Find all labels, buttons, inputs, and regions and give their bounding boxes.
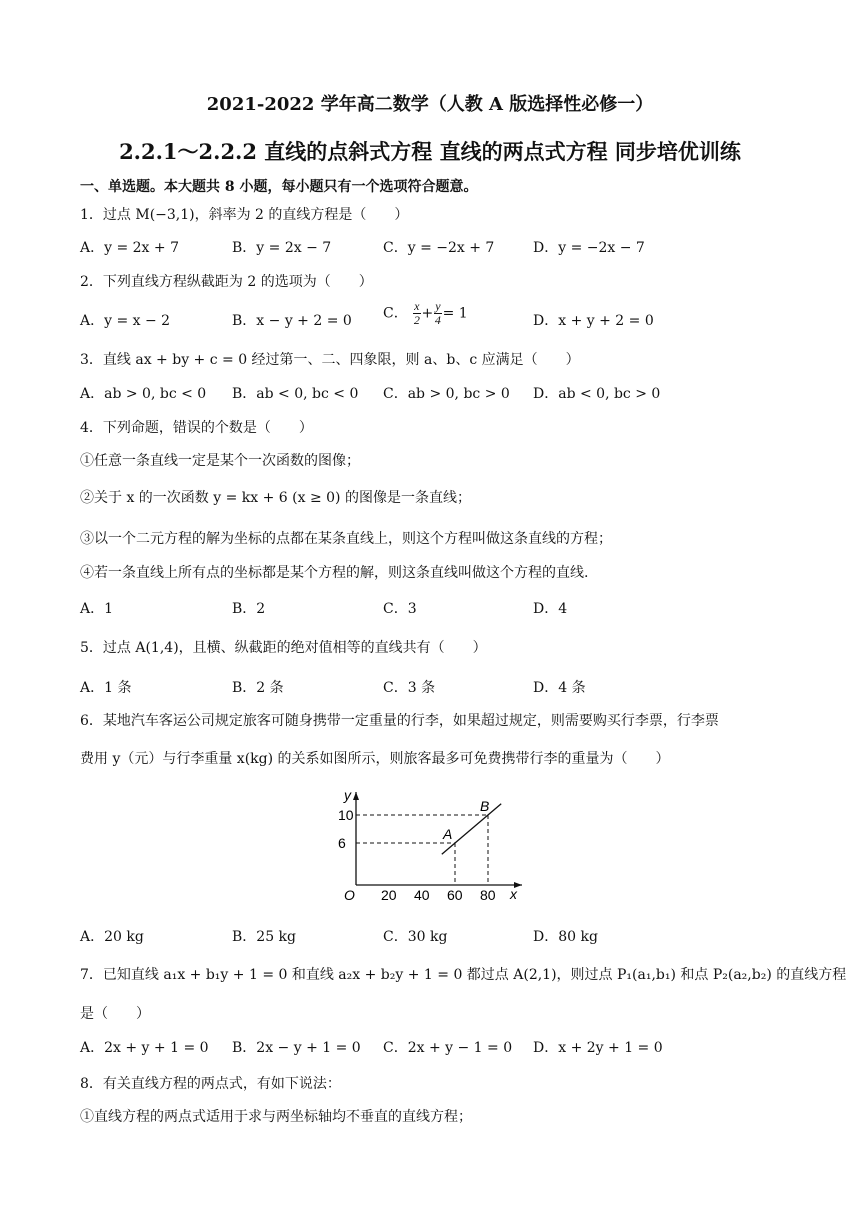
page-subtitle: 2.2.1～2.2.2 直线的点斜式方程 直线的两点式方程 同步培优训练 (119, 139, 741, 164)
q4-item-4: ④若一条直线上所有点的坐标都是某个方程的解，则这条直线叫做这个方程的直线. (80, 565, 589, 581)
q7-option-a[interactable]: A．2x + y + 1 = 0 (80, 1040, 209, 1056)
x-tick-label-20: 20 (381, 887, 397, 903)
question-2-stem: 2．下列直线方程纵截距为 2 的选项为（ ） (80, 274, 373, 290)
q5-option-d[interactable]: D．4 条 (533, 680, 586, 696)
point-label-A: A (443, 826, 453, 842)
q3-option-a[interactable]: A．ab > 0, bc < 0 (80, 386, 207, 402)
question-6-stem-2: 费用 y（元）与行李重量 x(kg) 的关系如图所示，则旅客最多可免费携带行李的重量为（ ） (80, 751, 670, 767)
q4-item-2: ②关于 x 的一次函数 y = kx + 6 (x ≥ 0) 的图像是一条直线； (80, 490, 471, 506)
q4-item-3: ③以一个二元方程的解为坐标的点都在某条直线上，则这个方程叫做这条直线的方程； (80, 531, 612, 547)
question-8-stem: 8．有关直线方程的两点式，有如下说法： (80, 1076, 341, 1092)
page-title: 2021-2022 学年高二数学（人教 A 版选择性必修一） (206, 94, 654, 115)
q3-option-d[interactable]: D．ab < 0, bc > 0 (533, 386, 661, 402)
q5-option-b[interactable]: B．2 条 (232, 680, 284, 696)
x-tick-label-40: 40 (414, 887, 430, 903)
q1-option-d[interactable]: D．y = −2x − 7 (533, 240, 645, 256)
origin-label: O (344, 887, 355, 903)
q2-option-c-label: C． (383, 305, 408, 322)
section-heading: 一、单选题。本大题共 8 小题，每小题只有一个选项符合题意。 (80, 179, 478, 195)
q4-option-b[interactable]: B．2 (232, 601, 266, 617)
q7-option-b[interactable]: B．2x − y + 1 = 0 (232, 1040, 361, 1056)
q1-option-c[interactable]: C．y = −2x + 7 (383, 240, 495, 256)
question-7-stem-2: 是（ ） (80, 1006, 150, 1022)
x-tick-label-80: 80 (480, 887, 496, 903)
q6-option-d[interactable]: D．80 kg (533, 929, 598, 945)
q1-option-a[interactable]: A．y = 2x + 7 (80, 240, 179, 256)
y-tick-label-10: 10 (338, 807, 354, 823)
q3-option-b[interactable]: B．ab < 0, bc < 0 (232, 386, 359, 402)
q7-option-d[interactable]: D．x + 2y + 1 = 0 (533, 1040, 663, 1056)
question-1-stem: 1．过点 M(−3,1)，斜率为 2 的直线方程是（ ） (80, 207, 409, 223)
x-axis-label: x (510, 886, 517, 902)
fraction-x-over-2: $\frac{x}{2}$ (413, 299, 420, 327)
question-4-stem: 4．下列命题，错误的个数是（ ） (80, 420, 313, 436)
q6-option-c[interactable]: C．30 kg (383, 929, 448, 945)
question-5-stem: 5．过点 A(1,4)，且横、纵截距的绝对值相等的直线共有（ ） (80, 640, 487, 656)
question-6-stem: 6．某地汽车客运公司规定旅客可随身携带一定重量的行李，如果超过规定，则需要购买行李票，行李票 (80, 713, 719, 729)
q2-option-a[interactable]: A．y = x − 2 (80, 313, 171, 329)
y-tick-label-6: 6 (338, 835, 346, 851)
q2-option-b[interactable]: B．x − y + 2 = 0 (232, 313, 352, 329)
y-axis-label: y (344, 787, 351, 803)
q5-option-a[interactable]: A．1 条 (80, 680, 132, 696)
q4-option-d[interactable]: D．4 (533, 601, 568, 617)
q7-option-c[interactable]: C．2x + y − 1 = 0 (383, 1040, 513, 1056)
luggage-fee-chart (330, 786, 530, 908)
q6-option-a[interactable]: A．20 kg (80, 929, 144, 945)
q6-option-b[interactable]: B．25 kg (232, 929, 296, 945)
question-3-stem: 3．直线 ax + by + c = 0 经过第一、二、四象限，则 a、b、c 应满足（ ） (80, 352, 580, 368)
fraction-y-over-4: $\frac{y}{4}$ (434, 299, 441, 327)
q4-option-c[interactable]: C．3 (383, 601, 417, 617)
q4-item-1: ①任意一条直线一定是某个一次函数的图像； (80, 453, 360, 469)
question-7-stem: 7．已知直线 a₁x + b₁y + 1 = 0 和直线 a₂x + b₂y + 1 = 0 都过点 A(2,1)，则过点 P₁(a₁,b₁) 和点 P₂(a₂,b₂) 的直线方程 (80, 967, 847, 983)
y-axis-arrow (353, 792, 359, 800)
q2-option-d[interactable]: D．x + y + 2 = 0 (533, 313, 654, 329)
q5-option-c[interactable]: C．3 条 (383, 680, 436, 696)
q8-item-1: ①直线方程的两点式适用于求与两坐标轴均不垂直的直线方程； (80, 1109, 472, 1125)
x-tick-label-60: 60 (447, 887, 463, 903)
q4-option-a[interactable]: A．1 (80, 601, 114, 617)
q3-option-c[interactable]: C．ab > 0, bc > 0 (383, 386, 510, 402)
q2-option-c[interactable]: C． $\frac{x}{2}$ + $\frac{y}{4}$ = 1 (383, 299, 468, 327)
point-label-B: B (480, 798, 490, 814)
q1-option-b[interactable]: B．y = 2x − 7 (232, 240, 332, 256)
